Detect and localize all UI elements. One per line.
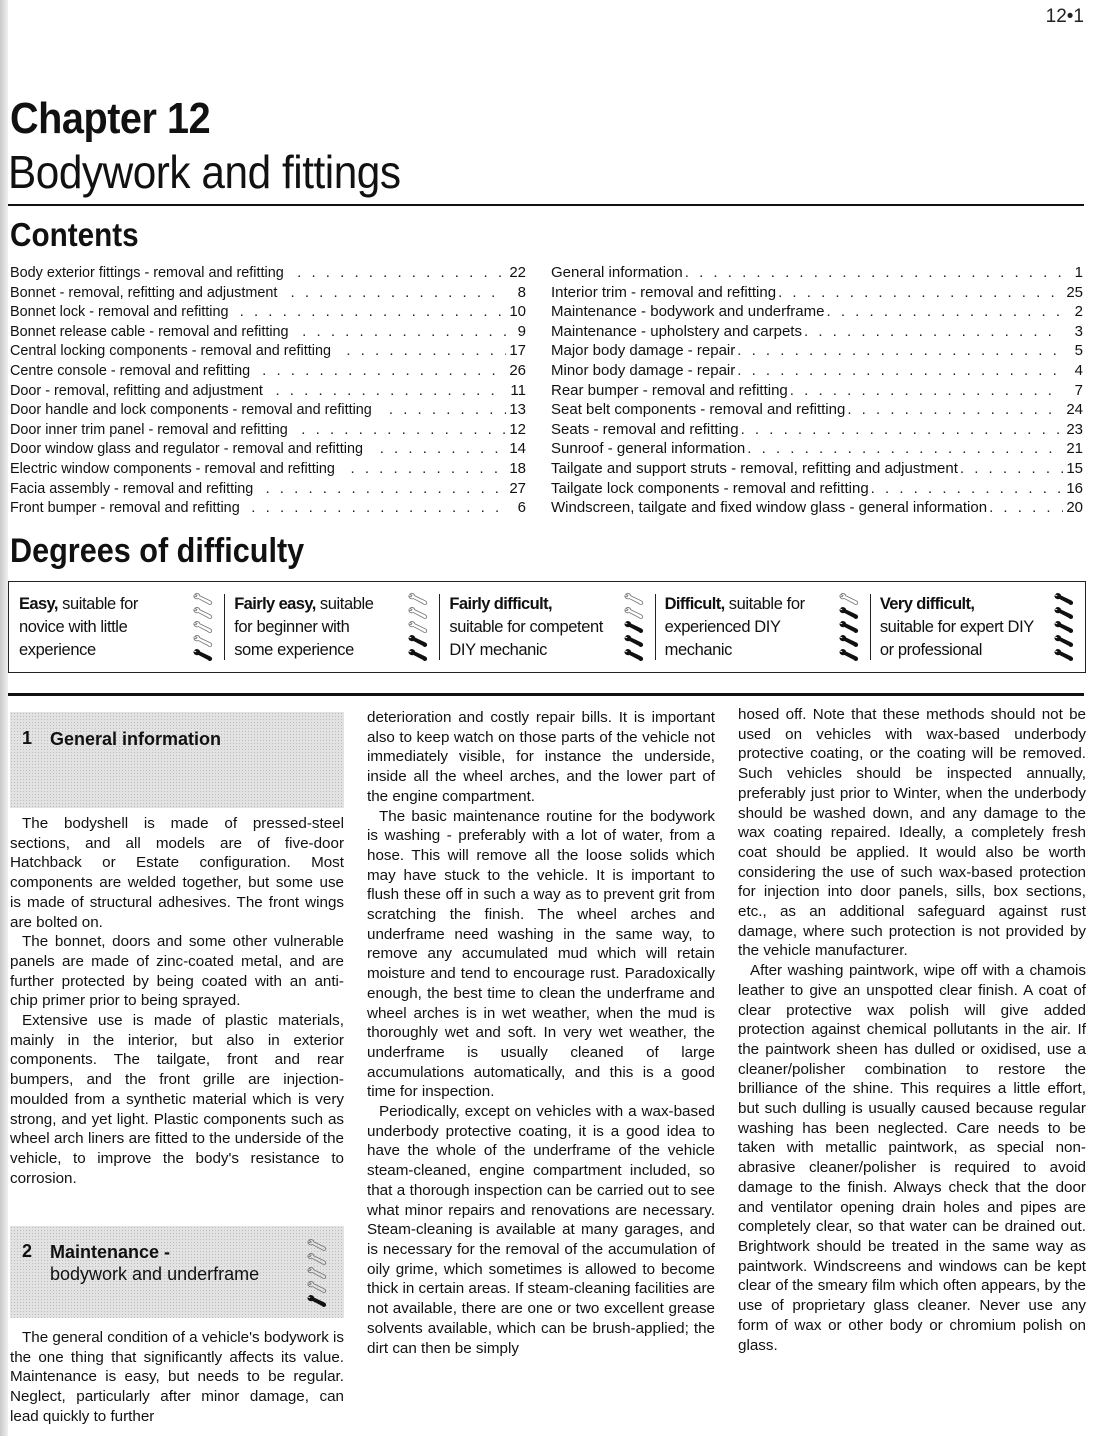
contents-entry [551,460,1083,480]
spanner-filled-icon [623,648,645,662]
contents-entry [551,323,1083,343]
difficulty-description [665,593,836,662]
divider [8,693,1084,696]
paragraph: deterioration and costly repair bills. It is important also to keep watch on those parts of the vehicle not immediately visible, for instance the underside, inside all the wheel arches, and the lower part of the engine compartment. [367,709,715,805]
column-2 [367,708,715,1358]
contents-entry-title: Seat belt components - removal and refitting [551,401,846,419]
contents-entry-section-number: 18 [509,459,526,477]
difficulty-description [234,593,405,662]
contents-entry [10,284,526,304]
contents-entry [551,362,1083,382]
contents-entry-title: Central locking components - removal and refitting [10,342,331,360]
contents-entry-title: Bonnet - removal, refitting and adjustment [10,283,278,301]
spanner-filled-icon [1053,620,1075,634]
contents-entry [551,401,1083,421]
contents-entry [551,440,1083,460]
contents-entry-section-number: 10 [509,303,526,321]
difficulty-text-line: experienced DIY [664,617,781,636]
contents-entry-title: Maintenance - upholstery and carpets [551,322,802,340]
contents-list-right [551,264,1083,519]
section-title-bold: Maintenance - [50,1242,171,1262]
difficulty-text-line: some experience [234,640,354,659]
dot-leader [346,342,506,359]
dot-leader [847,401,1063,418]
difficulty-text-line: suitable for competent [449,617,603,636]
spanner-filled-icon [407,648,429,662]
difficulty-rating-icons [621,592,647,662]
contents-entry-section-number: 16 [1066,479,1083,497]
difficulty-description [19,593,190,662]
contents-entry-section-number: 11 [510,381,526,399]
difficulty-text-line: mechanic [664,640,733,659]
section-title [50,728,221,750]
spanner-outline-icon [306,1238,328,1252]
dot-leader [804,323,1063,340]
paragraph: After washing paintwork, wipe off with a chamois leather to give an unspotted clear finish. A coat of clear protective wax polish will give added protection against chemical pollutants in the air. If the paintwork sheen has dulled or oxidised, use a cleaner/polisher combination to restore the brilliance of the shine. This requires a little effort, but such dulling is usually caused because regular washing has been neglected. Care needs to be taken with metallic paintwork, as special non-abrasive cleaner/polisher is required to avoid damage to the finish. Always check that the door and ventilator opening drain holes and pipes are completely clear, so that water can be drained out. Brightwork should be treated in the same way as paintwork. Windscreens and windows can be kept clear of the smeary film which often appears, by the use of proprietary glass cleaner. Never use any form of wax or other body or chromium polish on glass. [738,962,1086,1354]
contents-entry-title: Centre console - removal and refitting [10,361,251,379]
dot-leader [380,440,506,457]
dot-leader [871,480,1063,497]
difficulty-description [449,593,620,662]
dot-leader [275,382,506,399]
spanner-filled-icon [1053,634,1075,648]
section-1-body [10,814,344,1188]
difficulty-text-line: DIY mechanic [449,640,548,659]
dot-leader [989,499,1063,516]
contents-entry-section-number: 22 [509,264,526,281]
spanner-filled-icon [407,634,429,648]
contents-entry-title: Door handle and lock components - removal and refitting [10,401,372,419]
contents-entry-section-number: 26 [509,361,526,379]
difficulty-text-line: suitable for [724,594,805,613]
contents-entry [10,362,526,382]
contents-entry-title: Door - removal, refitting and adjustment [10,381,263,399]
contents-entry [551,342,1083,362]
difficulty-text-line: suitable for expert DIY [879,617,1034,636]
contents-entry-title: Major body damage - repair [551,342,736,360]
dot-leader [350,460,506,477]
contents-entry [551,264,1083,284]
dot-leader [960,460,1063,477]
contents-entry-title: Facia assembly - removal and refitting [10,479,254,497]
difficulty-text-line: experience [19,640,96,659]
difficulty-text-line: novice with little [19,617,128,636]
paragraph: hosed off. Note that these methods should not be used on vehicles with wax-based underbody protective coating, or the coating will be removed. Such vehicles should be inspected annually, preferably just prior to Winter, when the underbody should be washed down, and any damage to the wax coating repaired. Ideally, a completely fresh coat should be applied. It would also be worth considering the use of such wax-based protection for injection into door panels, sills, box sections, etc., as an additional safeguard against rust damage, where such protection is not provided by the vehicle manufacturer. [738,706,1086,960]
contents-entry [10,264,526,284]
contents-entry-section-number: 21 [1066,440,1083,458]
contents-entry-title: Bonnet release cable - removal and refitting [10,322,289,340]
contents-entry-title: Electric window components - removal and refitting [10,459,335,477]
contents-entry-section-number: 17 [509,342,526,360]
contents-entry [10,401,526,421]
contents-entry [551,284,1083,304]
contents-entry-section-number: 27 [509,479,526,497]
contents-entry-section-number: 23 [1066,420,1083,438]
contents-entry-title: Interior trim - removal and refitting [551,283,777,301]
dot-leader [265,480,506,497]
difficulty-level [655,582,870,672]
difficulty-heading: Degrees of difficulty [10,532,305,570]
dot-leader [389,401,506,418]
contents-entry [551,303,1083,323]
spanner-filled-icon [838,606,860,620]
contents-entry-title: Maintenance - bodywork and underframe [551,303,825,321]
contents-entry [10,480,526,500]
contents-entry-section-number: 5 [1074,342,1083,360]
dot-leader [251,499,506,516]
spanner-outline-icon [192,620,214,634]
contents-entry-section-number: 3 [1074,322,1083,340]
spanner-filled-icon [192,648,214,662]
spanner-outline-icon [407,606,429,620]
dot-leader [302,323,506,340]
difficulty-label: Easy, [19,594,58,613]
contents-entry-section-number: 20 [1066,499,1083,517]
dot-leader [737,342,1063,359]
contents-entry [10,421,526,441]
paragraph: Extensive use is made of plastic materials, mainly in the interior, but also in exterior components. The tailgate, front and rear bumpers, and the front grille are injection-moulded from a synthetic material which is very strong, and yet light. Plastic components such as wheel arch liners are fitted to the underside of the vehicle, to improve the body's resistance to corrosion. [10,1012,344,1187]
column-3 [738,705,1086,1355]
contents-entry-title: General information [551,264,683,281]
section-number: 2 [22,1241,33,1261]
spanner-outline-icon [306,1280,328,1294]
chapter-title: Bodywork and fittings [8,146,401,198]
difficulty-legend [8,581,1086,673]
difficulty-text-line: for beginner with [234,617,350,636]
difficulty-label: Fairly easy, [234,594,316,613]
dot-leader [297,264,506,281]
contents-list-left [10,264,526,519]
section-heading-maintenance [10,1226,344,1318]
difficulty-label: Very difficult, [879,594,975,613]
contents-entry-section-number: 25 [1066,283,1083,301]
contents-entry [551,421,1083,441]
contents-entry [10,440,526,460]
contents-entry-section-number: 6 [517,499,526,517]
dot-leader [685,264,1063,281]
paragraph: The basic maintenance routine for the bodywork is washing - preferably with a lot of water, from a hose. This will remove all the loose solids which may have stuck to the vehicle. It is important to flush these off in such a way as to prevent grit from scratching the finish. The wheel arches and underframe need washing in the same way, to remove any accumulated mud which will retain moisture and tend to encourage rust. Paradoxically enough, the best time to clean the underframe and wheel arches is in wet weather, when the mud is thoroughly wet and soft. In very wet weather, the underframe is usually cleaned of large accumulations automatically, and this is a good time for inspection. [367,807,715,1101]
contents-entry-section-number: 4 [1074,361,1083,379]
dot-leader [301,421,506,438]
difficulty-rating-icons [306,1238,328,1308]
contents-entry-section-number: 13 [509,401,526,419]
contents-entry-title: Windscreen, tailgate and fixed window glass - general information [551,499,988,517]
spanner-outline-icon [623,592,645,606]
contents-entry-section-number: 1 [1074,264,1083,281]
section-2-body-start [10,1328,344,1427]
paragraph: The bodyshell is made of pressed-steel sections, and all models are of five-door Hatchback or Estate configuration. Most components are welded together, but some use is made of structural adhesives. The front wings are bolted on. [10,815,344,931]
difficulty-text-line: suitable [315,594,374,613]
section-title-rest: bodywork and underframe [50,1264,260,1284]
spanner-filled-icon [306,1294,328,1308]
dot-leader [741,421,1063,438]
spanner-filled-icon [623,620,645,634]
contents-entry-title: Door inner trim panel - removal and refitting [10,420,288,438]
contents-entry-section-number: 24 [1066,401,1083,419]
contents-entry [551,480,1083,500]
difficulty-label: Difficult, [664,594,725,613]
section-number: 1 [22,728,33,748]
spanner-outline-icon [838,592,860,606]
difficulty-level [870,582,1085,672]
paragraph: The general condition of a vehicle's bodywork is the one thing that significantly affects its value. Maintenance is easy, but needs to be regular. Neglect, particularly after minor damage, can lead quickly to further [10,1329,345,1425]
section-title-text: General information [50,729,222,749]
contents-entry-title: Door window glass and regulator - removal and refitting [10,440,363,458]
divider [8,204,1084,206]
difficulty-rating-icons [1051,592,1077,662]
page-edge-shadow [0,0,8,1436]
spanner-outline-icon [306,1266,328,1280]
contents-entry-title: Sunroof - general information [551,440,746,458]
difficulty-rating-icons [405,592,431,662]
dot-leader [240,303,506,320]
contents-entry-title: Front bumper - removal and refitting [10,499,240,517]
contents-entry-section-number: 12 [509,420,526,438]
contents-entry-title: Tailgate and support struts - removal, refitting and adjustment [551,459,958,477]
contents-entry-section-number: 9 [517,322,526,340]
contents-entry-title: Bonnet lock - removal and refitting [10,303,229,321]
difficulty-level [224,582,439,672]
spanner-filled-icon [1053,606,1075,620]
spanner-filled-icon [623,634,645,648]
difficulty-description [880,593,1051,662]
contents-entry-title: Rear bumper - removal and refitting [551,381,788,399]
dot-leader [747,440,1063,457]
contents-entry [10,499,526,519]
dot-leader [778,284,1063,301]
contents-entry-title: Minor body damage - repair [551,361,736,379]
contents-entry [10,460,526,480]
dot-leader [737,362,1063,379]
difficulty-level [9,582,224,672]
contents-entry [10,303,526,323]
difficulty-rating-icons [836,592,862,662]
difficulty-rating-icons [190,592,216,662]
contents-heading: Contents [10,216,139,253]
spanner-filled-icon [838,648,860,662]
spanner-outline-icon [192,606,214,620]
section-heading-general-information [10,712,344,808]
contents-entry-section-number: 2 [1074,303,1083,321]
spanner-filled-icon [1053,648,1075,662]
difficulty-text-line: suitable for [57,594,139,613]
dot-leader [827,303,1064,320]
dot-leader [790,382,1063,399]
contents-entry-section-number: 15 [1066,459,1083,477]
contents-entry-section-number: 14 [509,440,526,458]
contents-entry [10,382,526,402]
contents-entry-title: Tailgate lock components - removal and refitting [551,479,869,497]
contents-entry-section-number: 7 [1074,381,1083,399]
difficulty-level [439,582,654,672]
spanner-outline-icon [306,1252,328,1266]
page-number: 12•1 [1045,6,1084,27]
contents-entry-title: Body exterior fittings - removal and refitting [10,264,284,281]
spanner-filled-icon [1053,592,1075,606]
spanner-filled-icon [838,634,860,648]
spanner-filled-icon [838,620,860,634]
chapter-label: Chapter 12 [10,94,211,143]
spanner-outline-icon [407,592,429,606]
dot-leader [262,362,506,379]
contents-entry-section-number: 8 [517,283,526,301]
contents-entry-title: Seats - removal and refitting [551,420,739,438]
contents-entry [10,323,526,343]
difficulty-label: Fairly difficult, [449,594,552,613]
spanner-outline-icon [192,634,214,648]
contents-entry [10,342,526,362]
contents-entry [551,382,1083,402]
spanner-outline-icon [192,592,214,606]
spanner-outline-icon [407,620,429,634]
dot-leader [290,284,506,301]
contents-entry [551,499,1083,519]
paragraph: The bonnet, doors and some other vulnerable panels are made of zinc-coated metal, and are further protected by being coated with an anti-chip primer prior to being sprayed. [10,933,344,1010]
difficulty-text-line: or professional [879,640,983,659]
paragraph: Periodically, except on vehicles with a wax-based underbody protective coating, it is a good idea to have the whole of the underframe of the vehicle steam-cleaned, engine compartment included, so that a thorough inspection can be carried out to see what minor repairs and renovations are necessary. Steam-cleaning is available at many garages, and is necessary for the removal of the accumulation of oily grime, which sometimes is allowed to become thick in certain areas. If steam-cleaning facilities are not available, there are one or two excellent grease solvents available, which can be brush-applied; the dirt can then be simply [367,1103,715,1357]
spanner-outline-icon [623,606,645,620]
section-title [50,1241,259,1285]
